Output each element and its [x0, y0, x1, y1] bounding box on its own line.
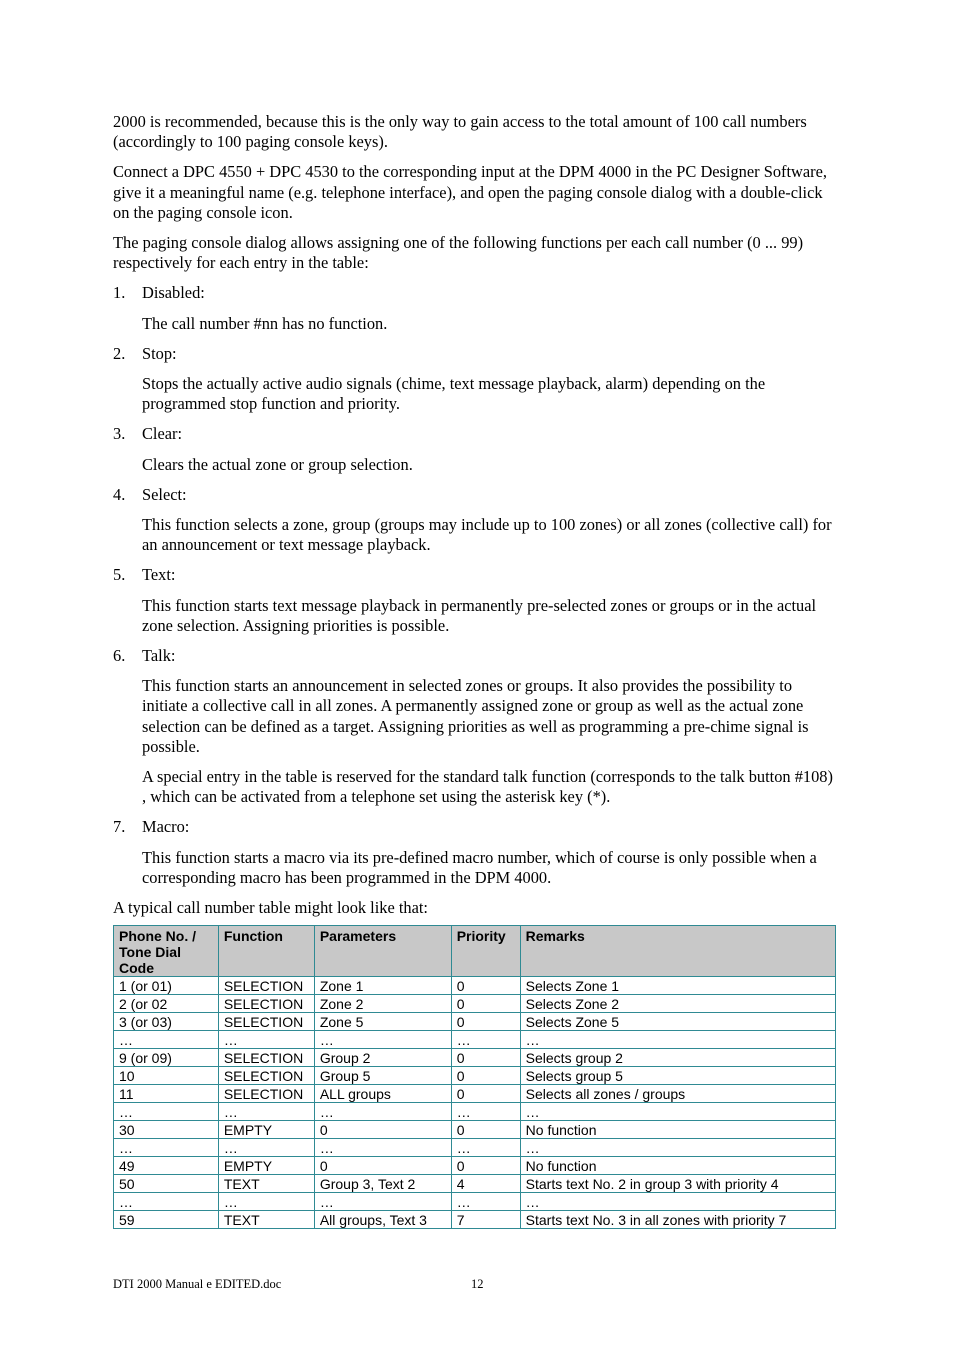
- cell-function: …: [218, 1031, 314, 1049]
- cell-phone-no: 9 (or 09): [114, 1049, 219, 1067]
- cell-phone-no: 50: [114, 1175, 219, 1193]
- cell-function: SELECTION: [218, 1085, 314, 1103]
- table-row: [114, 1067, 836, 1085]
- cell-function: SELECTION: [218, 1067, 314, 1085]
- header-parameters: Parameters: [314, 926, 451, 977]
- cell-phone-no: …: [114, 1103, 219, 1121]
- cell-priority: …: [451, 1103, 520, 1121]
- function-title: Talk:: [142, 646, 176, 666]
- cell-parameters: 0: [314, 1157, 451, 1175]
- cell-priority: 0: [451, 1157, 520, 1175]
- cell-function: EMPTY: [218, 1121, 314, 1139]
- header-phone-no: Phone No. / Tone Dial Code: [114, 926, 219, 977]
- function-description: This function starts a macro via its pre-defined macro number, which of course is only possible when a corresponding macro has been programmed in the DPM 4000.: [142, 847, 817, 887]
- cell-priority: 0: [451, 1121, 520, 1139]
- header-priority: Priority: [451, 926, 520, 977]
- cell-priority: 0: [451, 995, 520, 1013]
- table-row: [114, 1013, 836, 1031]
- cell-phone-no: 1 (or 01): [114, 977, 219, 995]
- function-title: Stop:: [142, 343, 177, 363]
- function-item: [113, 485, 838, 556]
- cell-function: EMPTY: [218, 1157, 314, 1175]
- cell-phone-no: 2 (or 02: [114, 995, 219, 1013]
- cell-phone-no: 10: [114, 1067, 219, 1085]
- cell-priority: 7: [451, 1211, 520, 1229]
- cell-function: …: [218, 1139, 314, 1157]
- cell-remarks: Starts text No. 3 in all zones with priority 7: [520, 1211, 835, 1229]
- function-title: Macro:: [142, 817, 190, 837]
- cell-parameters: …: [314, 1193, 451, 1211]
- cell-priority: 0: [451, 1085, 520, 1103]
- table-header-row: [114, 926, 836, 977]
- table-row: [114, 1121, 836, 1139]
- table-row: [114, 1085, 836, 1103]
- cell-function: …: [218, 1103, 314, 1121]
- intro-paragraph: The paging console dialog allows assigning one of the following functions per each call number (0 ... 99) respectively for each entry in the table:: [113, 233, 804, 273]
- header-remarks: Remarks: [520, 926, 835, 977]
- cell-remarks: Selects group 2: [520, 1049, 835, 1067]
- cell-phone-no: …: [114, 1031, 219, 1049]
- cell-function: TEXT: [218, 1211, 314, 1229]
- cell-function: …: [218, 1193, 314, 1211]
- cell-parameters: Group 2: [314, 1049, 451, 1067]
- list-number: 6.: [113, 646, 126, 666]
- cell-priority: …: [451, 1139, 520, 1157]
- cell-phone-no: 11: [114, 1085, 219, 1103]
- header-function: Function: [218, 926, 314, 977]
- cell-parameters: ALL groups: [314, 1085, 451, 1103]
- call-number-table: [113, 925, 836, 1229]
- cell-parameters: Zone 5: [314, 1013, 451, 1031]
- list-number: 2.: [113, 343, 126, 363]
- cell-priority: …: [451, 1031, 520, 1049]
- function-description: This function selects a zone, group (groups may include up to 100 zones) or all zones (collective call) for an announcement or text message playback.: [142, 515, 832, 555]
- cell-phone-no: …: [114, 1139, 219, 1157]
- cell-parameters: …: [314, 1103, 451, 1121]
- function-title: Disabled:: [142, 283, 205, 303]
- function-description: Clears the actual zone or group selection.: [142, 454, 413, 474]
- function-item: [113, 817, 838, 888]
- cell-parameters: Group 3, Text 2: [314, 1175, 451, 1193]
- cell-priority: 0: [451, 1013, 520, 1031]
- function-item: [113, 565, 838, 636]
- cell-function: SELECTION: [218, 1013, 314, 1031]
- cell-remarks: Selects group 5: [520, 1067, 835, 1085]
- list-number: 7.: [113, 817, 126, 837]
- function-title: Clear:: [142, 424, 183, 444]
- cell-function: SELECTION: [218, 1049, 314, 1067]
- function-description: This function starts an announcement in selected zones or groups. It also provides the possibility to initiate a collective call in all zones. A permanently assigned zone or group as well as the actual zone selection can be defined as a target. Assigning priorities as well as programming a pre-chime signal is possible.: [142, 676, 809, 756]
- table-row: [114, 995, 836, 1013]
- list-number: 3.: [113, 424, 126, 444]
- cell-function: TEXT: [218, 1175, 314, 1193]
- cell-remarks: Selects Zone 1: [520, 977, 835, 995]
- function-item: [113, 344, 838, 415]
- cell-parameters: …: [314, 1139, 451, 1157]
- cell-parameters: Group 5: [314, 1067, 451, 1085]
- table-row: [114, 1175, 836, 1193]
- list-number: 5.: [113, 565, 126, 585]
- cell-phone-no: …: [114, 1193, 219, 1211]
- function-description: The call number #nn has no function.: [142, 313, 388, 333]
- function-list: [113, 283, 838, 888]
- cell-remarks: No function: [520, 1157, 835, 1175]
- table-row: [114, 1193, 836, 1211]
- cell-remarks: …: [520, 1193, 835, 1211]
- table-row: [114, 1103, 836, 1121]
- footer-page-number: 12: [471, 1277, 484, 1291]
- table-body: [114, 977, 836, 1229]
- footer-filename: DTI 2000 Manual e EDITED.doc: [113, 1277, 282, 1291]
- cell-priority: 0: [451, 1049, 520, 1067]
- cell-parameters: Zone 2: [314, 995, 451, 1013]
- cell-remarks: …: [520, 1031, 835, 1049]
- cell-parameters: Zone 1: [314, 977, 451, 995]
- table-row: [114, 1031, 836, 1049]
- function-description: This function starts text message playback in permanently pre-selected zones or groups or in the actual zone selection. Assigning priorities is possible.: [142, 595, 817, 635]
- cell-parameters: All groups, Text 3: [314, 1211, 451, 1229]
- cell-function: SELECTION: [218, 995, 314, 1013]
- function-item: [113, 283, 838, 333]
- cell-priority: …: [451, 1193, 520, 1211]
- cell-phone-no: 3 (or 03): [114, 1013, 219, 1031]
- cell-parameters: 0: [314, 1121, 451, 1139]
- cell-priority: 4: [451, 1175, 520, 1193]
- table-row: [114, 1139, 836, 1157]
- cell-phone-no: 30: [114, 1121, 219, 1139]
- table-row: [114, 1157, 836, 1175]
- list-number: 4.: [113, 484, 126, 504]
- cell-priority: 0: [451, 1067, 520, 1085]
- cell-priority: 0: [451, 977, 520, 995]
- cell-remarks: Selects all zones / groups: [520, 1085, 835, 1103]
- cell-phone-no: 49: [114, 1157, 219, 1175]
- function-item: [113, 424, 838, 474]
- cell-function: SELECTION: [218, 977, 314, 995]
- table-row: [114, 1211, 836, 1229]
- table-row: [114, 977, 836, 995]
- cell-remarks: No function: [520, 1121, 835, 1139]
- cell-remarks: …: [520, 1139, 835, 1157]
- document-body: [113, 112, 838, 928]
- cell-remarks: …: [520, 1103, 835, 1121]
- table-row: [114, 1049, 836, 1067]
- intro-paragraph: Connect a DPC 4550 + DPC 4530 to the corresponding input at the DPM 4000 in the PC Designer Software, give it a meaningful name (e.g. telephone interface), and open the paging console dialog with a double-click on the paging console icon.: [113, 162, 827, 222]
- cell-parameters: …: [314, 1031, 451, 1049]
- function-description: Stops the actually active audio signals (chime, text message playback, alarm) depending on the programmed stop function and priority.: [142, 374, 766, 414]
- list-number: 1.: [113, 283, 126, 303]
- cell-remarks: Selects Zone 5: [520, 1013, 835, 1031]
- cell-remarks: Starts text No. 2 in group 3 with priority 4: [520, 1175, 835, 1193]
- function-description: A special entry in the table is reserved for the standard talk function (corresponds to the talk button #108) , which can be activated from a telephone set using the asterisk key (*).: [142, 767, 833, 807]
- intro-paragraph: 2000 is recommended, because this is the only way to gain access to the total amount of 100 call numbers (accordingly to 100 paging console keys).: [113, 112, 807, 152]
- function-title: Select:: [142, 484, 187, 504]
- table-intro: A typical call number table might look like that:: [113, 898, 428, 918]
- function-title: Text:: [142, 565, 176, 585]
- function-item: [113, 646, 838, 807]
- cell-phone-no: 59: [114, 1211, 219, 1229]
- cell-remarks: Selects Zone 2: [520, 995, 835, 1013]
